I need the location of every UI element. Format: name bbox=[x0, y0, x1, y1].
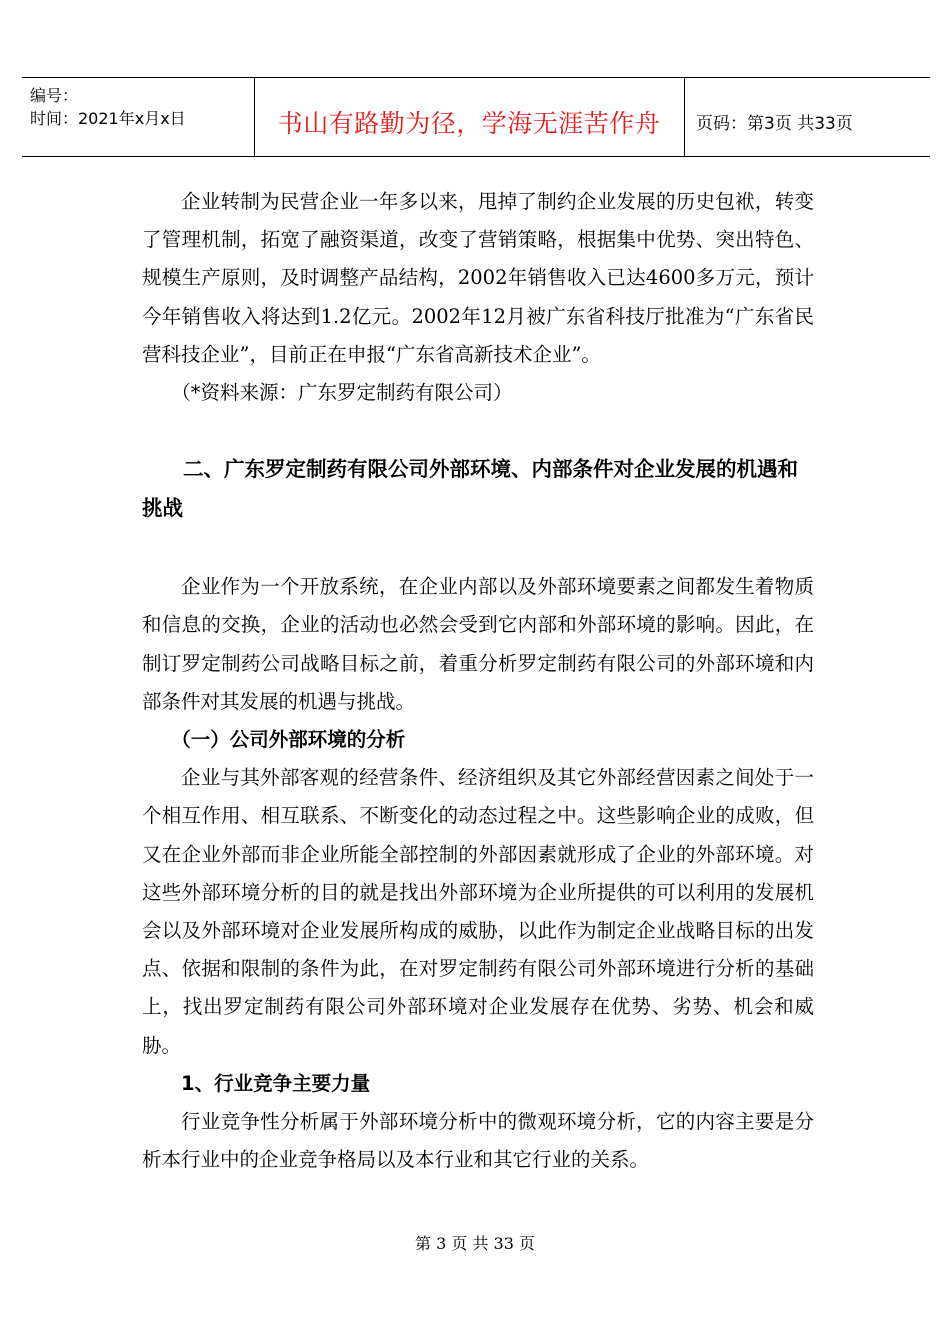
heading-external-environment: （一）公司外部环境的分析 bbox=[171, 728, 406, 752]
time-label: 时间：2021年x月x日 bbox=[30, 109, 186, 128]
serial-label: 编号： bbox=[30, 86, 79, 105]
spacer bbox=[142, 412, 814, 450]
paragraph-external-environment: 企业与其外部客观的经营条件、经济组织及其它外部经营因素之间处于一个相互作用、相互联系、不断变化的动态过程之中。这些影响企业的成败，但又在企业外部而非企业所能全部控制的外部因素就形成了企业的外部环境。对这些外部环境分析的目的就是找出外部环境为企业所提供的可以利用的发展机会以及外部环境对企业发展所构成的威胁，以此作为制定企业战略目标的出发点、依据和限制的条件为此，在对罗定制药有限公司外部环境进行分析的基础上，找出罗定制药有限公司外部环境对企业发展存在优势、劣势、机会和威胁。 bbox=[142, 766, 814, 1057]
header-motto: 书山有路勤为径，学海无涯苦作舟 bbox=[277, 109, 661, 138]
source-note: （*资料来源：广东罗定制药有限公司） bbox=[171, 381, 513, 405]
page-header bbox=[22, 77, 930, 157]
spacer bbox=[142, 528, 814, 568]
document-body bbox=[142, 183, 814, 1179]
heading-section-two: 二、广东罗定制药有限公司外部环境、内部条件对企业发展的机遇和挑战 bbox=[142, 457, 798, 521]
paragraph-company-transformation: 企业转制为民营企业一年多以来，甩掉了制约企业发展的历史包袱，转变了管理机制，拓宽了融资渠道，改变了营销策略，根据集中优势、突出特色、规模生产原则，及时调整产品结构，2002年销售收入已达4600多万元，预计今年销售收入将达到1.2亿元。2002年12月被广东省科技厅批准为“广东省民营科技企业”，目前正在申报“广东省高新技术企业”。 bbox=[142, 190, 814, 366]
header-page-label: 页码：第3页 共33页 bbox=[696, 114, 853, 134]
header-divider bbox=[684, 78, 685, 156]
heading-industry-competition: 1、行业竞争主要力量 bbox=[181, 1071, 371, 1095]
paragraph-industry-competition: 行业竞争性分析属于外部环境分析中的微观环境分析，它的内容主要是分析本行业中的企业竞争格局以及本行业和其它行业的关系。 bbox=[142, 1110, 814, 1172]
page-footer: 第 3 页 共 33 页 bbox=[415, 1234, 535, 1253]
header-left-info bbox=[30, 84, 186, 130]
paragraph-open-system: 企业作为一个开放系统，在企业内部以及外部环境要素之间都发生着物质和信息的交换，企业的活动也必然会受到它内部和外部环境的影响。因此，在制订罗定制药公司战略目标之前，着重分析罗定制药有限公司的外部环境和内部条件对其发展的机遇与挑战。 bbox=[142, 575, 814, 713]
